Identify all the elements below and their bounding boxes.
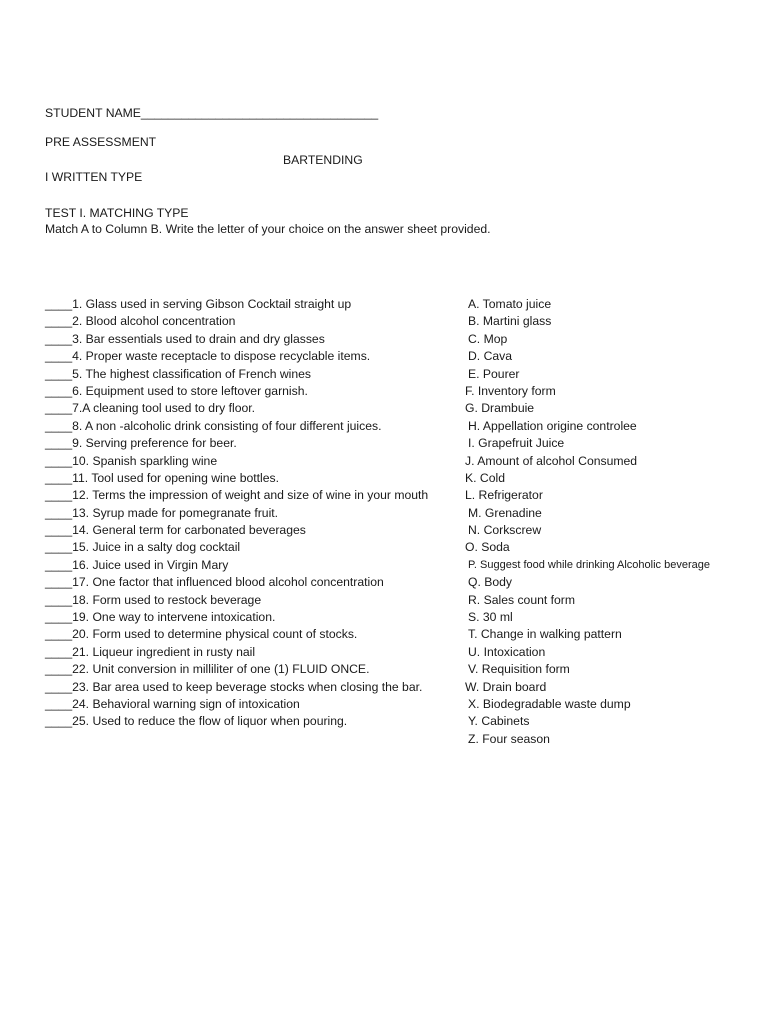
column-a-item: ____10. Spanish sparkling wine bbox=[45, 453, 218, 468]
column-a-item: ____15. Juice in a salty dog cocktail bbox=[45, 540, 241, 555]
column-a-item: ____13. Syrup made for pomegranate fruit. bbox=[45, 505, 279, 520]
column-a-item: ____19. One way to intervene intoxication. bbox=[45, 610, 276, 625]
column-b-item: K. Cold bbox=[465, 470, 505, 485]
column-a-item: ____1. Glass used in serving Gibson Cocktail straight up bbox=[45, 297, 352, 311]
column-a-item: ____9. Serving preference for beer. bbox=[45, 436, 237, 451]
pre-assessment-label: PRE ASSESSMENT bbox=[45, 135, 157, 149]
column-b-item: J. Amount of alcohol Consumed bbox=[465, 453, 638, 468]
column-a-item: ____11. Tool used for opening wine bottles. bbox=[45, 470, 279, 485]
column-b-item: C. Mop bbox=[468, 331, 508, 346]
column-a-item: ____2. Blood alcohol concentration bbox=[45, 314, 236, 329]
column-a-item: ____7.A cleaning tool used to dry floor. bbox=[45, 401, 256, 416]
column-b-item: Q. Body bbox=[468, 575, 513, 590]
column-b-item: S. 30 ml bbox=[468, 610, 513, 625]
column-b-item: V. Requisition form bbox=[468, 662, 570, 677]
student-name-line: STUDENT NAME___________________________________ bbox=[45, 106, 379, 120]
column-a-item: ____18. Form used to restock beverage bbox=[45, 592, 262, 607]
column-a-item: ____5. The highest classification of French wines bbox=[45, 366, 312, 381]
column-b-item: A. Tomato juice bbox=[468, 297, 552, 311]
column-b-item: E. Pourer bbox=[468, 366, 520, 381]
column-b-item: O. Soda bbox=[465, 540, 510, 555]
column-a-item: ____6. Equipment used to store leftover garnish. bbox=[45, 383, 308, 398]
column-b-item: G. Drambuie bbox=[465, 401, 535, 416]
column-b-item: X. Biodegradable waste dump bbox=[468, 696, 631, 711]
column-a-item: ____4. Proper waste receptacle to dispose recyclable items. bbox=[45, 349, 371, 364]
column-a-list bbox=[45, 296, 428, 731]
column-a-item: ____8. A non -alcoholic drink consisting of four different juices. bbox=[45, 418, 382, 433]
column-b-item: M. Grenadine bbox=[468, 505, 542, 520]
column-a-item: ____12. Terms the impression of weight and size of wine in your mouth bbox=[45, 488, 429, 503]
written-type-label: I WRITTEN TYPE bbox=[45, 170, 143, 184]
column-b-item: F. Inventory form bbox=[465, 383, 556, 398]
column-a-item: ____21. Liqueur ingredient in rusty nail bbox=[45, 644, 256, 659]
column-b-item: U. Intoxication bbox=[468, 644, 546, 659]
column-a-item: ____14. General term for carbonated beverages bbox=[45, 523, 306, 538]
column-a-item: ____24. Behavioral warning sign of intoxication bbox=[45, 696, 300, 711]
subject-title: BARTENDING bbox=[283, 153, 363, 167]
column-b-item: N. Corkscrew bbox=[468, 523, 542, 538]
column-a-item: ____22. Unit conversion in milliliter of one (1) FLUID ONCE. bbox=[45, 662, 370, 677]
column-b-item: Z. Four season bbox=[468, 731, 550, 746]
column-b-item: H. Appellation origine controlee bbox=[468, 418, 637, 433]
column-b-item: I. Grapefruit Juice bbox=[468, 436, 565, 451]
column-b-item: B. Martini glass bbox=[468, 314, 552, 329]
column-b-item: D. Cava bbox=[468, 349, 513, 364]
column-a-item: ____20. Form used to determine physical count of stocks. bbox=[45, 627, 358, 642]
column-b-list bbox=[465, 296, 710, 748]
column-a-item: ____3. Bar essentials used to drain and dry glasses bbox=[45, 331, 325, 346]
test-title: TEST I. MATCHING TYPE bbox=[45, 206, 189, 220]
column-b-item: P. Suggest food while drinking Alcoholic beverage bbox=[468, 558, 710, 571]
column-b-item: W. Drain board bbox=[465, 679, 547, 694]
column-b-item: L. Refrigerator bbox=[465, 488, 543, 503]
column-b-item: Y. Cabinets bbox=[468, 714, 530, 729]
column-b-item: R. Sales count form bbox=[468, 592, 576, 607]
column-b-item: T. Change in walking pattern bbox=[468, 627, 622, 642]
instructions: Match A to Column B. Write the letter of your choice on the answer sheet provided. bbox=[45, 222, 491, 236]
column-a-item: ____25. Used to reduce the flow of liquor when pouring. bbox=[45, 714, 348, 729]
column-a-item: ____17. One factor that influenced blood alcohol concentration bbox=[45, 575, 384, 590]
column-a-item: ____16. Juice used in Virgin Mary bbox=[45, 557, 229, 572]
column-a-item: ____23. Bar area used to keep beverage stocks when closing the bar. bbox=[45, 679, 423, 694]
